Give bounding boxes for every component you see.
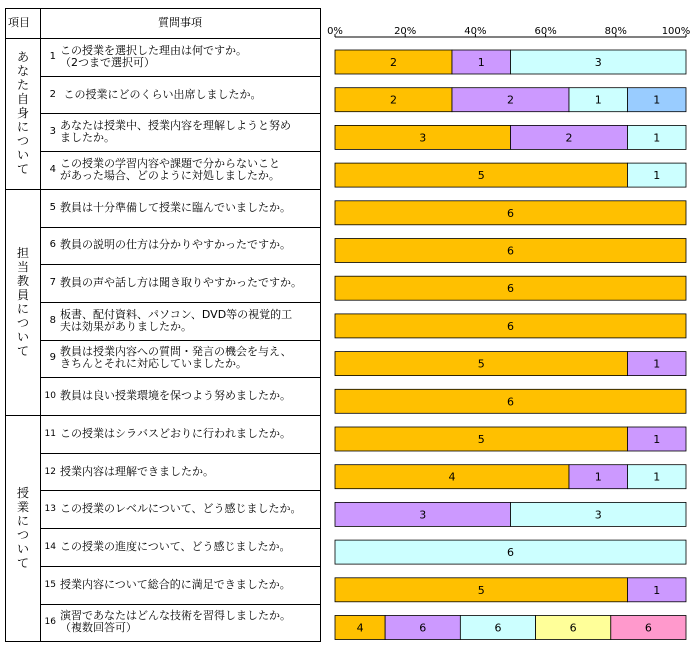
question-number: 12 bbox=[44, 467, 56, 477]
x-tick-label: 40% bbox=[464, 26, 487, 37]
bar-segment-label: 6 bbox=[507, 282, 514, 296]
bar-segment-label: 6 bbox=[644, 621, 652, 635]
category-label: 担当教員について bbox=[16, 246, 29, 358]
bar-segment-label: 1 bbox=[653, 169, 661, 183]
question-text: 教員は十分準備して授業に臨んでいましたか。 bbox=[60, 201, 291, 214]
bar-segment-label: 1 bbox=[653, 131, 661, 145]
question-text: 授業内容について総合的に満足できましたか。 bbox=[60, 578, 291, 591]
question-text: この授業はシラバスどおりに行われましたか。 bbox=[60, 427, 291, 440]
bar-segment-label: 4 bbox=[356, 621, 364, 635]
question-number: 3 bbox=[49, 126, 56, 137]
bar-segment-label: 3 bbox=[419, 131, 427, 145]
bar-segment-label: 2 bbox=[507, 93, 514, 107]
question-text: 板書、配付資料、パソコン、DVD等の視覚的工 bbox=[60, 308, 293, 321]
question-text: 教員の声や話し方は聞き取りやすかったですか。 bbox=[60, 276, 302, 289]
bar-segment-label: 1 bbox=[653, 470, 661, 484]
bar-segment-label: 3 bbox=[594, 56, 602, 69]
bar-segment-label: 6 bbox=[569, 621, 577, 635]
question-number: 9 bbox=[49, 352, 56, 363]
question-text: 授業内容は理解できましたか。 bbox=[60, 465, 214, 478]
bar-segment-label: 6 bbox=[507, 206, 514, 220]
x-tick-label: 100% bbox=[661, 26, 691, 37]
bar-segment-label: 1 bbox=[594, 470, 602, 484]
bar-segment-label: 1 bbox=[653, 433, 661, 446]
question-number: 11 bbox=[44, 429, 56, 439]
question-number: 2 bbox=[49, 89, 56, 100]
bar-segment-label: 2 bbox=[390, 93, 397, 107]
bar-segment-label: 5 bbox=[477, 433, 485, 446]
bar-segment-label: 1 bbox=[653, 583, 661, 597]
question-text: この授業の進度について、どう感じましたか。 bbox=[60, 540, 291, 553]
question-text: があった場合、どのように対処しましたか。 bbox=[60, 169, 280, 182]
question-text: （複数回答可） bbox=[60, 621, 137, 634]
header-category: 項目 bbox=[8, 16, 30, 29]
bar-segment-label: 5 bbox=[477, 169, 485, 183]
bar-segment-label: 1 bbox=[477, 56, 485, 69]
bar-segment-label: 2 bbox=[390, 56, 397, 69]
question-number: 16 bbox=[44, 617, 56, 627]
question-text: この授業にどのくらい出席しましたか。 bbox=[60, 88, 262, 101]
bar-segment-label: 6 bbox=[507, 244, 514, 258]
question-number: 6 bbox=[49, 239, 56, 250]
bar-segment-label: 6 bbox=[507, 395, 514, 409]
x-tick-label: 80% bbox=[604, 26, 627, 37]
question-number: 8 bbox=[49, 315, 56, 326]
question-number: 5 bbox=[49, 202, 56, 213]
question-number: 4 bbox=[49, 164, 56, 175]
bar-segment-label: 1 bbox=[653, 93, 661, 107]
question-text: 教員は良い授業環境を保つよう努めましたか。 bbox=[60, 389, 291, 402]
bar-segment-label: 5 bbox=[477, 583, 485, 597]
question-number: 1 bbox=[49, 51, 56, 62]
bar-segment-label: 4 bbox=[448, 470, 456, 484]
bar-segment-label: 1 bbox=[653, 357, 661, 371]
bar-segment-label: 1 bbox=[594, 93, 602, 107]
category-label: 授業について bbox=[16, 486, 29, 570]
question-text: きちんとそれに対応していましたか。 bbox=[60, 357, 247, 370]
question-number: 14 bbox=[44, 542, 56, 552]
bar-segment-label: 2 bbox=[565, 131, 573, 145]
category-label: あなた自身について bbox=[16, 50, 29, 176]
question-text: 夫は効果がありましたか。 bbox=[60, 320, 192, 333]
question-text: ましたか。 bbox=[60, 131, 115, 144]
x-tick-label: 20% bbox=[394, 26, 417, 37]
bar-segment-label: 5 bbox=[477, 357, 485, 371]
question-text: （2つまで選択可） bbox=[60, 56, 155, 69]
bar-segment-label: 6 bbox=[507, 319, 514, 333]
header-question: 質問事項 bbox=[158, 16, 202, 29]
x-tick-label: 60% bbox=[534, 26, 557, 37]
question-text: あなたは授業中、授業内容を理解しようと努め bbox=[60, 119, 291, 132]
question-number: 15 bbox=[44, 580, 56, 590]
question-text: この授業の学習内容や課題で分からないこと bbox=[60, 157, 280, 170]
bar-segment-label: 6 bbox=[507, 546, 514, 560]
question-text: この授業を選択した理由は何ですか。 bbox=[60, 44, 247, 57]
x-tick-label: 0% bbox=[327, 26, 343, 37]
bar-segment-label: 6 bbox=[419, 621, 427, 635]
question-number: 10 bbox=[44, 391, 56, 401]
question-text: 演習であなたはどんな技術を習得しましたか。 bbox=[60, 609, 291, 622]
bar-segment-label: 3 bbox=[594, 508, 602, 522]
question-text: 教員の説明の仕方は分かりやすかったですか。 bbox=[60, 238, 291, 251]
question-text: 教員は授業内容への質問・発言の機会を与え、 bbox=[60, 345, 292, 358]
bar-segment-label: 3 bbox=[419, 508, 427, 522]
question-number: 13 bbox=[44, 504, 56, 514]
question-number: 7 bbox=[49, 277, 56, 288]
question-text: この授業のレベルについて、どう感じましたか。 bbox=[60, 502, 302, 515]
bar-segment-label: 6 bbox=[494, 621, 502, 635]
